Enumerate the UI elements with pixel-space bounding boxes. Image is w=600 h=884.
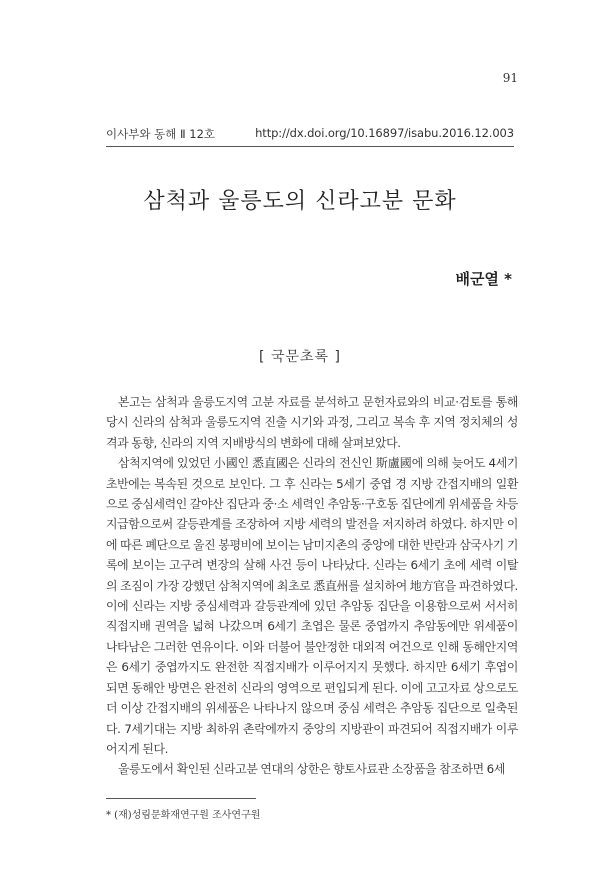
footnote-rule: [106, 798, 256, 799]
journal-name: 이사부와 동해 Ⅱ 12호: [106, 127, 216, 141]
paragraph: 삼척지역에 있었던 小國인 悉直國은 신라의 전신인 斯盧國에 의해 늦어도 4세기 초반에는 복속된 것으로 보인다. 그 후 신라는 5세기 중엽 경 지방 간접지배의 일환으로 중심세력인 갈야산 집단과 중·소 세력인 추암동·구호동 집단에게 위세품을 차등 지급함으로써 갈등관계를 조장하여 지방 세력의 발전을 저지하려 하였다. 하지만 이에 따른 폐단으로 울진 봉평비에 보이는 남미지촌의 중앙에 대한 반란과 삼국사기 기록에 보이는 고구려 변장의 살해 사건 등이 나타났다. 신라는 6세기 초에 세력 이탈의 조짐이 가장 강했던 삼척지역에 최초로 悉直州를 설치하여 地方官을 파견하였다. 이에 신라는 지방 중심세력과 갈등관계에 있던 추암동 집단을 이용함으로써 서서히 직접지배 권역을 넓혀 나갔으며 6세기 초엽은 물론 중엽까지 추암동에만 위세품이 나타남은 그러한 연유이다. 이와 더불어 불안정한 대외적 여건으로 인해 동해안지역은 6세기 중엽까지도 완전한 직접지배가 이루어지지 못했다. 하지만 6세기 후엽이 되면 동해안 방면은 완전히 신라의 영역으로 편입되게 된다. 이에 고고자료 상으로도 더 이상 간접지배의 위세품은 나타나지 않으며 중심 세력은 추암동 집단으로 일축된다. 7세기대는 지방 최하위 촌락에까지 중앙의 지방관이 파견되어 직접지배가 이루어지게 된다.: [106, 456, 518, 756]
doi-link[interactable]: http://dx.doi.org/10.16897/isabu.2016.12.003: [255, 126, 514, 140]
paper-title: 삼척과 울릉도의 신라고분 문화: [143, 189, 457, 214]
running-header: [106, 126, 514, 142]
paragraph: 울릉도에서 확인된 신라고분 연대의 상한은 향토사료관 소장품을 참조하면 6세: [118, 762, 506, 777]
abstract-heading: [ 국문초록 ]: [259, 349, 341, 365]
page-number: 91: [502, 71, 518, 85]
paragraph: 본고는 삼척과 울릉도지역 고분 자료를 분석하고 문헌자료와의 비교·검토를 통해 당시 신라의 삼척과 울릉도지역 진출 시기와 과정, 그리고 복속 후 지역 정치체의 성격과 동향, 신라의 지역 지배방식의 변화에 대해 살펴보았다.: [106, 395, 518, 450]
header-rule: [106, 146, 514, 147]
footnote: * (재)성림문화재연구원 조사연구원: [106, 810, 261, 821]
abstract-body: [106, 392, 518, 780]
author-name: 배군열 *: [455, 270, 512, 288]
